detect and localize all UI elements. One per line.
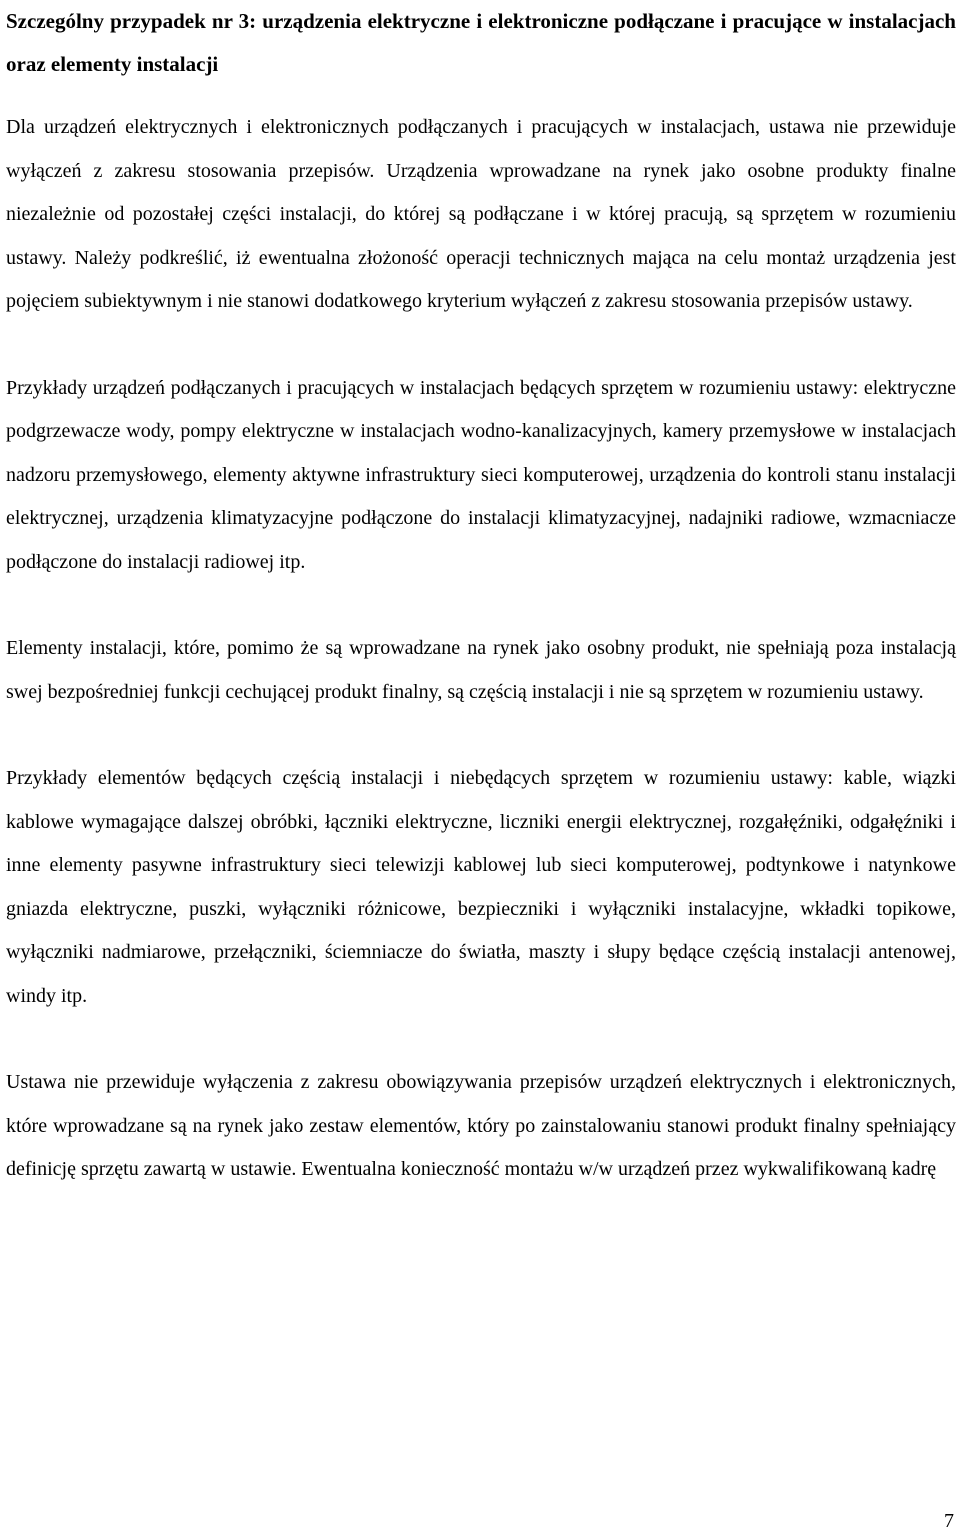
page-number: 7	[944, 1510, 954, 1532]
paragraph-3: Elementy instalacji, które, pomimo że są wprowadzane na rynek jako osobny produkt, nie spełniają poza instalacją swej bezpośredniej funkcji cechującej produkt finalny, są częścią instalacji i nie są sprzętem w rozumieniu ustawy.	[6, 637, 956, 703]
paragraph-5: Ustawa nie przewiduje wyłączenia z zakresu obowiązywania przepisów urządzeń elektrycznych i elektronicznych, które wprowadzane są na rynek jako zestaw elementów, który po zainstalowaniu stanowi produkt finalny spełniający definicję sprzętu zawartą w ustawie. Ewentualna konieczność montażu w/w urządzeń przez wykwalifikowaną kadrę	[6, 1071, 956, 1180]
document-page	[6, 0, 956, 1192]
section-heading: Szczególny przypadek nr 3: urządzenia elektryczne i elektroniczne podłączane i pracujące w instalacjach oraz elementy instalacji	[6, 9, 956, 76]
paragraph-2: Przykłady urządzeń podłączanych i pracujących w instalacjach będących sprzętem w rozumieniu ustawy: elektryczne podgrzewacze wody, pompy elektryczne w instalacjach wodno-kanalizacyjnych, kamery przemysłowe w instalacjach nadzoru przemysłowego, elementy aktywne infrastruktury sieci komputerowej, urządzenia do kontroli stanu instalacji elektrycznej, urządzenia klimatyzacyjne podłączone do instalacji klimatyzacyjnej, nadajniki radiowe, wzmacniacze podłączone do instalacji radiowej itp.	[6, 376, 956, 573]
paragraph-1: Dla urządzeń elektrycznych i elektronicznych podłączanych i pracujących w instalacjach, ustawa nie przewiduje wyłączeń z zakresu stosowania przepisów. Urządzenia wprowadzane na rynek jako osobne produkty finalne niezależnie od pozostałej części instalacji, do której są podłączane i w której pracują, są sprzętem w rozumieniu ustawy. Należy podkreślić, iż ewentualna złożoność operacji technicznych mająca na celu montaż urządzenia jest pojęciem subiektywnym i nie stanowi dodatkowego kryterium wyłączeń z zakresu stosowania przepisów ustawy.	[6, 116, 956, 312]
paragraph-4: Przykłady elementów będących częścią instalacji i niebędących sprzętem w rozumieniu ustawy: kable, wiązki kablowe wymagające dalszej obróbki, łączniki elektryczne, liczniki energii elektrycznej, rozgałęźniki, odgałęźniki i inne elementy pasywne infrastruktury sieci telewizji kablowej lub sieci komputerowej, podtynkowe i natynkowe gniazda elektryczne, puszki, wyłączniki różnicowe, bezpieczniki i wyłączniki instalacyjne, wkładki topikowe, wyłączniki nadmiarowe, przełączniki, ściemniacze do światła, maszty i słupy będące częścią instalacji antenowej, windy itp.	[6, 767, 956, 1007]
